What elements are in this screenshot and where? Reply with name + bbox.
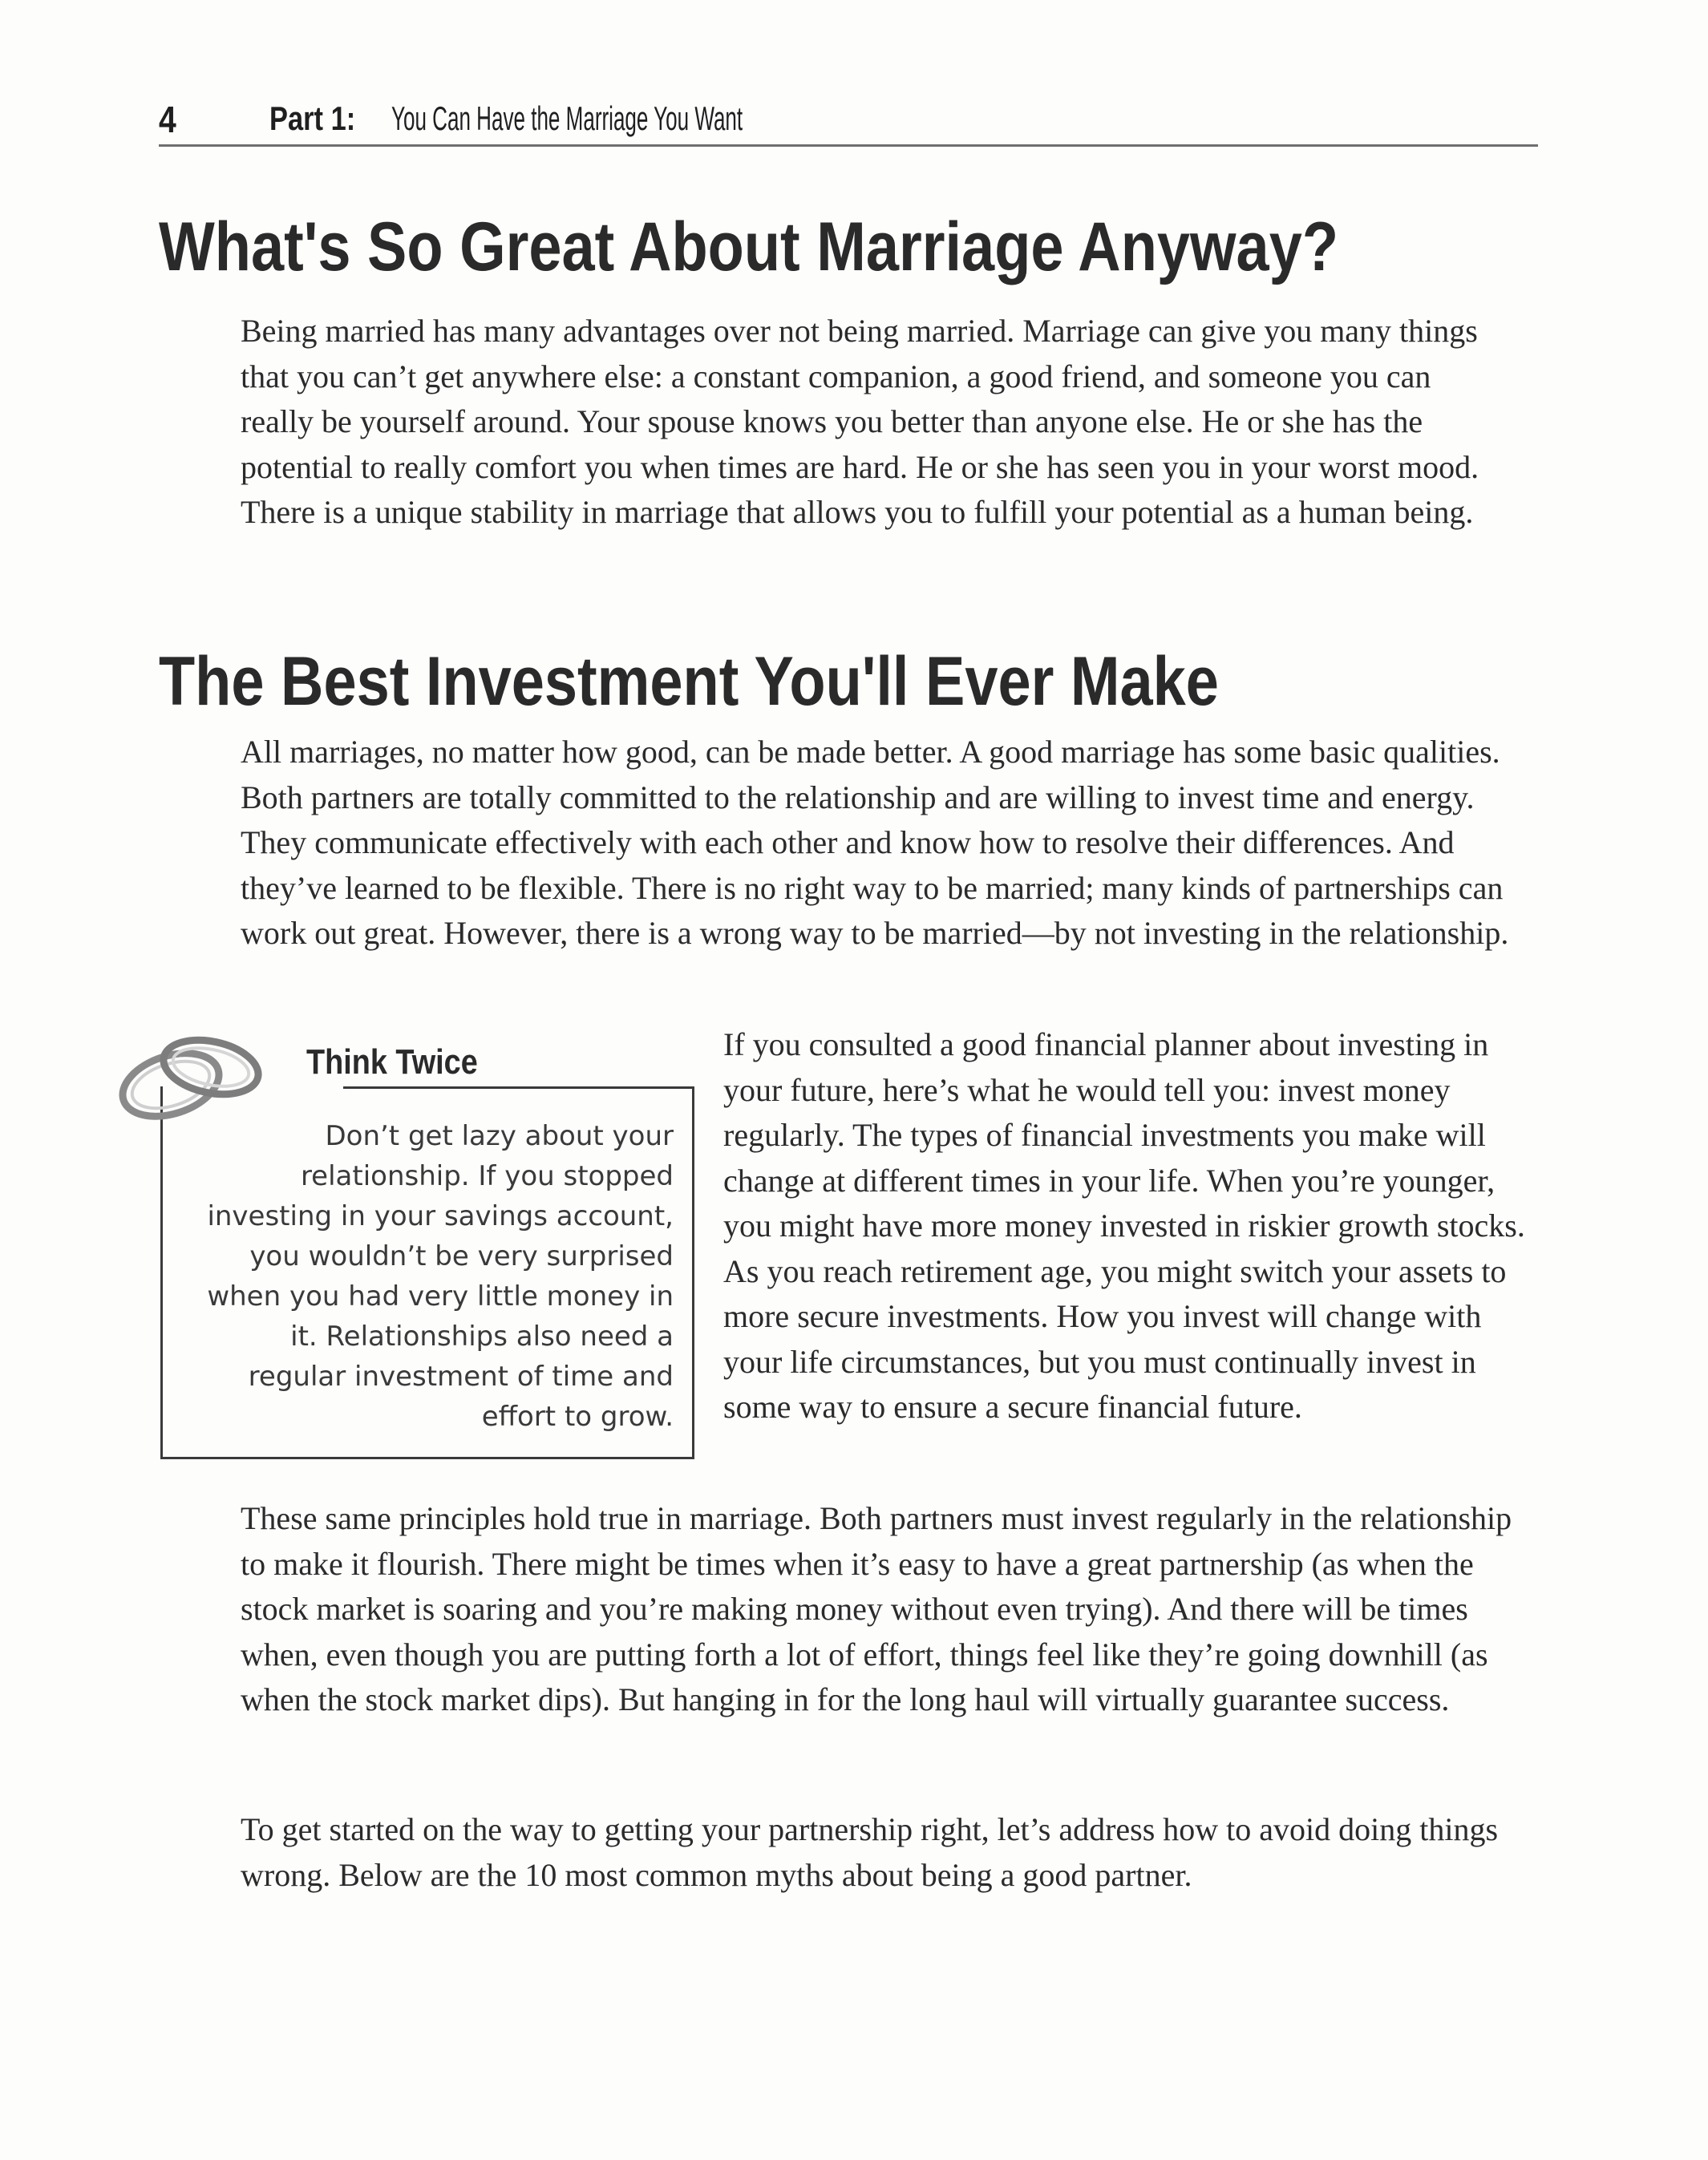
part-title: You Can Have the Marriage You Want (391, 99, 743, 137)
section-heading-investment: The Best Investment You'll Ever Make (159, 643, 1219, 720)
part-label: Part 1: (269, 99, 356, 137)
section-heading-marriage: What's So Great About Marriage Anyway? (159, 208, 1339, 285)
page-number: 4 (159, 99, 176, 140)
paragraph-financial-planner: If you consulted a good financial planner about investing in your future, here’s what he would tell you: invest money regularly. The types of financial investments you make will change at different times in your life. When you’re younger, you might have more money invested in riskier growth stocks. As you reach retirement age, you might switch your assets to more secure investments. How you invest will change with your life circumstances, but you must continually invest in some way to ensure a secure financial future. (723, 1026, 1525, 1425)
paragraph-getting-started: To get started on the way to getting your partnership right, let’s address how to avoid doing things wrong. Below are the 10 most common myths about being a good partner. (241, 1811, 1499, 1893)
sidebar-text: Don’t get lazy about your relationship. If you stopped investing in your savings account, you wouldn’t be very surprised when you had very little money in it. Relationships also need a regular investment of time and effort to grow. (207, 1120, 674, 1433)
running-header (159, 96, 1538, 147)
sidebar-title: Think Twice (306, 1042, 478, 1082)
paragraph-same-principles: These same principles hold true in marriage. Both partners must invest regularly in the relationship to make it flourish. There might be times when it’s easy to have a great partnership (as when the stock market is soaring and you’re making money without even trying). And there will be times when, even though you are putting forth a lot of effort, things feel like they’re going downhill (as when the stock market dips). But hanging in for the long haul will virtually guarantee success. (241, 1500, 1512, 1717)
paragraph-good-marriage: All marriages, no matter how good, can be made better. A good marriage has some basic qualities. Both partners are totally committed to the relationship and are willing to invest time and energy. They communicate effectively with each other and know how to resolve their differences. And they’ve learned to be flexible. There is no right way to be married; many kinds of partnerships can work out great. However, there is a wrong way to be married—by not investing in the relationship. (241, 734, 1509, 951)
paragraph-marriage-advantages: Being married has many advantages over not being married. Marriage can give you many things that you can’t get anywhere else: a constant companion, a good friend, and someone you can really be yourself around. Your spouse knows you better than anyone else. He or she has the potential to really comfort you when times are hard. He or she has seen you in your worst mood. There is a unique stability in marriage that allows you to fulfill your potential as a human being. (241, 313, 1479, 530)
sidebar-title-rule (343, 1086, 692, 1089)
